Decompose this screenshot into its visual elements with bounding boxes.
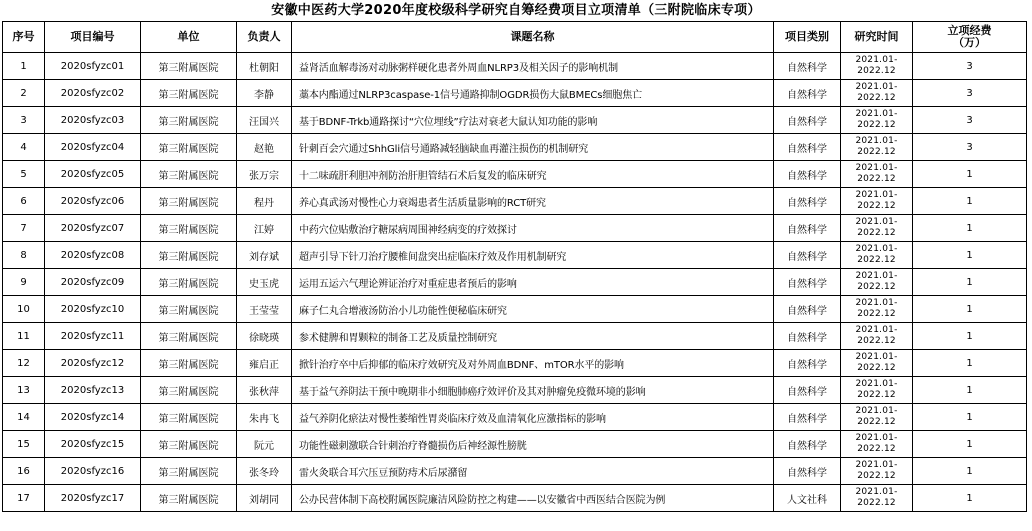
- cell-funding: 3: [913, 134, 1027, 161]
- cell-period: [841, 161, 913, 188]
- cell-category: 自然科学: [774, 107, 841, 134]
- cell-unit: 第三附属医院: [141, 377, 237, 404]
- cell-unit: 第三附属医院: [141, 134, 237, 161]
- cell-code: 2020sfyzc17: [45, 485, 141, 512]
- cell-funding: 1: [913, 350, 1027, 377]
- cell-no: 13: [3, 377, 45, 404]
- cell-period: [841, 188, 913, 215]
- cell-topic: 超声引导下针刀治疗腰椎间盘突出症临床疗效及作用机制研究: [292, 242, 774, 269]
- period-start: 2021.01-: [855, 82, 898, 92]
- cell-leader: 刘存斌: [237, 242, 292, 269]
- cell-no: 15: [3, 431, 45, 458]
- cell-topic: 参术健脾和胃颗粒的制备工艺及质量控制研究: [292, 323, 774, 350]
- cell-funding: 1: [913, 161, 1027, 188]
- cell-category: 自然科学: [774, 242, 841, 269]
- cell-category: 自然科学: [774, 350, 841, 377]
- cell-category: 自然科学: [774, 458, 841, 485]
- header-code: 项目编号: [45, 22, 141, 53]
- cell-unit: 第三附属医院: [141, 242, 237, 269]
- period-start: 2021.01-: [855, 487, 898, 497]
- cell-unit: 第三附属医院: [141, 53, 237, 80]
- page-title: 安徽中医药大学2020年度校级科学研究自筹经费项目立项清单（三附院临床专项）: [271, 3, 761, 18]
- table-row: [3, 377, 1027, 404]
- cell-topic: 藁本内酯通过NLRP3caspase-1信号通路抑制OGDR损伤大鼠BMECs细胞焦亡: [292, 80, 774, 107]
- header-period: 研究时间: [841, 22, 913, 53]
- cell-code: 2020sfyzc11: [45, 323, 141, 350]
- cell-no: 4: [3, 134, 45, 161]
- cell-funding: 1: [913, 296, 1027, 323]
- cell-leader: 刘胡同: [237, 485, 292, 512]
- cell-period: [841, 377, 913, 404]
- cell-code: 2020sfyzc02: [45, 80, 141, 107]
- cell-period: [841, 350, 913, 377]
- period-end: 2022.12: [857, 147, 896, 157]
- cell-funding: 1: [913, 485, 1027, 512]
- cell-code: 2020sfyzc05: [45, 161, 141, 188]
- cell-category: 自然科学: [774, 377, 841, 404]
- cell-period: [841, 215, 913, 242]
- cell-leader: 张秋萍: [237, 377, 292, 404]
- period-start: 2021.01-: [855, 136, 898, 146]
- cell-no: 8: [3, 242, 45, 269]
- cell-period: [841, 485, 913, 512]
- cell-no: 11: [3, 323, 45, 350]
- cell-funding: 1: [913, 404, 1027, 431]
- period-end: 2022.12: [857, 120, 896, 130]
- period-end: 2022.12: [857, 93, 896, 103]
- cell-code: 2020sfyzc03: [45, 107, 141, 134]
- cell-leader: 杜朝阳: [237, 53, 292, 80]
- cell-topic: 益气养阴化瘀法对慢性萎缩性胃炎临床疗效及血清氧化应激指标的影响: [292, 404, 774, 431]
- header-unit: 单位: [141, 22, 237, 53]
- period-start: 2021.01-: [855, 298, 898, 308]
- cell-category: 自然科学: [774, 215, 841, 242]
- cell-period: [841, 80, 913, 107]
- table-row: [3, 458, 1027, 485]
- period-end: 2022.12: [857, 282, 896, 292]
- period-start: 2021.01-: [855, 163, 898, 173]
- period-end: 2022.12: [857, 498, 896, 508]
- period-end: 2022.12: [857, 201, 896, 211]
- period-end: 2022.12: [857, 336, 896, 346]
- cell-unit: 第三附属医院: [141, 188, 237, 215]
- table-row: [3, 161, 1027, 188]
- cell-funding: 1: [913, 215, 1027, 242]
- cell-code: 2020sfyzc15: [45, 431, 141, 458]
- cell-category: 自然科学: [774, 431, 841, 458]
- cell-period: [841, 107, 913, 134]
- cell-unit: 第三附属医院: [141, 269, 237, 296]
- period-end: 2022.12: [857, 417, 896, 427]
- cell-period: [841, 458, 913, 485]
- cell-topic: 运用五运六气理论辨证治疗对重症患者预后的影响: [292, 269, 774, 296]
- cell-leader: 程丹: [237, 188, 292, 215]
- cell-leader: 阮元: [237, 431, 292, 458]
- cell-funding: 1: [913, 377, 1027, 404]
- cell-funding: 1: [913, 323, 1027, 350]
- cell-funding: 3: [913, 53, 1027, 80]
- cell-topic: 公办民营体制下高校附属医院廉洁风险防控之构建——以安徽省中西医结合医院为例: [292, 485, 774, 512]
- cell-period: [841, 53, 913, 80]
- cell-funding: 1: [913, 188, 1027, 215]
- cell-code: 2020sfyzc01: [45, 53, 141, 80]
- period-start: 2021.01-: [855, 244, 898, 254]
- cell-topic: 雷火灸联合耳穴压豆预防痔术后尿潴留: [292, 458, 774, 485]
- cell-unit: 第三附属医院: [141, 350, 237, 377]
- cell-category: 自然科学: [774, 296, 841, 323]
- cell-no: 10: [3, 296, 45, 323]
- table-row: [3, 215, 1027, 242]
- cell-unit: 第三附属医院: [141, 458, 237, 485]
- table-row: [3, 53, 1027, 80]
- table-row: [3, 485, 1027, 512]
- cell-topic: 针刺百会穴通过ShhGli信号通路减轻脑缺血再灌注损伤的机制研究: [292, 134, 774, 161]
- cell-no: 1: [3, 53, 45, 80]
- cell-period: [841, 269, 913, 296]
- cell-leader: 朱冉飞: [237, 404, 292, 431]
- cell-topic: 功能性磁刺激联合针刺治疗脊髓损伤后神经源性膀胱: [292, 431, 774, 458]
- header-funding: [913, 22, 1027, 53]
- table-row: [3, 431, 1027, 458]
- header-leader: 负责人: [237, 22, 292, 53]
- cell-category: 自然科学: [774, 404, 841, 431]
- table-row: [3, 404, 1027, 431]
- cell-topic: 十二味疏肝利胆冲剂防治肝胆管结石术后复发的临床研究: [292, 161, 774, 188]
- cell-unit: 第三附属医院: [141, 296, 237, 323]
- cell-funding: 1: [913, 431, 1027, 458]
- table-header-row: [3, 22, 1027, 53]
- cell-code: 2020sfyzc10: [45, 296, 141, 323]
- cell-no: 16: [3, 458, 45, 485]
- table-row: [3, 350, 1027, 377]
- cell-category: 自然科学: [774, 323, 841, 350]
- cell-code: 2020sfyzc13: [45, 377, 141, 404]
- cell-topic: 中药穴位贴敷治疗糖尿病周围神经病变的疗效探讨: [292, 215, 774, 242]
- period-start: 2021.01-: [855, 109, 898, 119]
- cell-leader: 汪国兴: [237, 107, 292, 134]
- cell-period: [841, 404, 913, 431]
- cell-category: 自然科学: [774, 53, 841, 80]
- period-start: 2021.01-: [855, 433, 898, 443]
- cell-leader: 赵艳: [237, 134, 292, 161]
- project-table: [2, 21, 1027, 512]
- cell-no: 5: [3, 161, 45, 188]
- table-row: [3, 269, 1027, 296]
- cell-no: 14: [3, 404, 45, 431]
- table-row: [3, 134, 1027, 161]
- cell-funding: 3: [913, 80, 1027, 107]
- period-end: 2022.12: [857, 309, 896, 319]
- cell-period: [841, 431, 913, 458]
- cell-category: 自然科学: [774, 134, 841, 161]
- cell-unit: 第三附属医院: [141, 161, 237, 188]
- cell-category: 自然科学: [774, 80, 841, 107]
- cell-topic: 基于益气养阴法干预中晚期非小细胞肺癌疗效评价及其对肿瘤免疫微环境的影响: [292, 377, 774, 404]
- period-end: 2022.12: [857, 444, 896, 454]
- table-row: [3, 323, 1027, 350]
- cell-topic: 麻子仁丸合增液汤防治小儿功能性便秘临床研究: [292, 296, 774, 323]
- cell-funding: 3: [913, 107, 1027, 134]
- cell-period: [841, 296, 913, 323]
- period-start: 2021.01-: [855, 55, 898, 65]
- cell-period: [841, 323, 913, 350]
- cell-code: 2020sfyzc07: [45, 215, 141, 242]
- period-start: 2021.01-: [855, 190, 898, 200]
- header-funding-line1: 立项经费: [947, 24, 992, 37]
- period-end: 2022.12: [857, 363, 896, 373]
- header-no: 序号: [3, 22, 45, 53]
- cell-unit: 第三附属医院: [141, 323, 237, 350]
- cell-leader: 徐晓瑛: [237, 323, 292, 350]
- cell-leader: 江婷: [237, 215, 292, 242]
- cell-code: 2020sfyzc04: [45, 134, 141, 161]
- cell-code: 2020sfyzc16: [45, 458, 141, 485]
- cell-category: 自然科学: [774, 188, 841, 215]
- table-row: [3, 242, 1027, 269]
- cell-period: [841, 134, 913, 161]
- cell-code: 2020sfyzc06: [45, 188, 141, 215]
- cell-topic: 掀针治疗卒中后抑郁的临床疗效研究及对外周血BDNF、mTOR水平的影响: [292, 350, 774, 377]
- cell-category: 自然科学: [774, 269, 841, 296]
- period-start: 2021.01-: [855, 325, 898, 335]
- cell-category: 自然科学: [774, 161, 841, 188]
- cell-unit: 第三附属医院: [141, 215, 237, 242]
- cell-no: 17: [3, 485, 45, 512]
- cell-unit: 第三附属医院: [141, 485, 237, 512]
- header-category: 项目类别: [774, 22, 841, 53]
- period-end: 2022.12: [857, 228, 896, 238]
- table-row: [3, 80, 1027, 107]
- period-end: 2022.12: [857, 255, 896, 265]
- cell-funding: 1: [913, 269, 1027, 296]
- period-end: 2022.12: [857, 174, 896, 184]
- cell-unit: 第三附属医院: [141, 431, 237, 458]
- period-start: 2021.01-: [855, 217, 898, 227]
- cell-leader: 雍启正: [237, 350, 292, 377]
- cell-category: 人文社科: [774, 485, 841, 512]
- cell-unit: 第三附属医院: [141, 404, 237, 431]
- cell-funding: 1: [913, 242, 1027, 269]
- cell-no: 12: [3, 350, 45, 377]
- table-row: [3, 188, 1027, 215]
- cell-funding: 1: [913, 458, 1027, 485]
- period-start: 2021.01-: [855, 271, 898, 281]
- cell-no: 9: [3, 269, 45, 296]
- cell-code: 2020sfyzc14: [45, 404, 141, 431]
- cell-topic: 养心真武汤对慢性心力衰竭患者生活质量影响的RCT研究: [292, 188, 774, 215]
- cell-leader: 史玉虎: [237, 269, 292, 296]
- cell-code: 2020sfyzc08: [45, 242, 141, 269]
- cell-unit: 第三附属医院: [141, 80, 237, 107]
- header-topic: 课题名称: [292, 22, 774, 53]
- cell-topic: 基于BDNF-Trkb通路探讨“穴位埋线”疗法对衰老大鼠认知功能的影响: [292, 107, 774, 134]
- table-row: [3, 296, 1027, 323]
- cell-leader: 李静: [237, 80, 292, 107]
- cell-code: 2020sfyzc09: [45, 269, 141, 296]
- header-funding-line2: （万）: [953, 36, 986, 49]
- cell-topic: 益肾活血解毒汤对动脉粥样硬化患者外周血NLRP3及相关因子的影响机制: [292, 53, 774, 80]
- cell-code: 2020sfyzc12: [45, 350, 141, 377]
- cell-leader: 王莹莹: [237, 296, 292, 323]
- table-row: [3, 107, 1027, 134]
- cell-no: 7: [3, 215, 45, 242]
- period-start: 2021.01-: [855, 460, 898, 470]
- period-end: 2022.12: [857, 390, 896, 400]
- period-start: 2021.01-: [855, 352, 898, 362]
- cell-no: 3: [3, 107, 45, 134]
- cell-period: [841, 242, 913, 269]
- period-end: 2022.12: [857, 471, 896, 481]
- cell-no: 6: [3, 188, 45, 215]
- period-start: 2021.01-: [855, 406, 898, 416]
- cell-unit: 第三附属医院: [141, 107, 237, 134]
- cell-leader: 张冬玲: [237, 458, 292, 485]
- period-end: 2022.12: [857, 66, 896, 76]
- cell-no: 2: [3, 80, 45, 107]
- period-start: 2021.01-: [855, 379, 898, 389]
- cell-leader: 张万宗: [237, 161, 292, 188]
